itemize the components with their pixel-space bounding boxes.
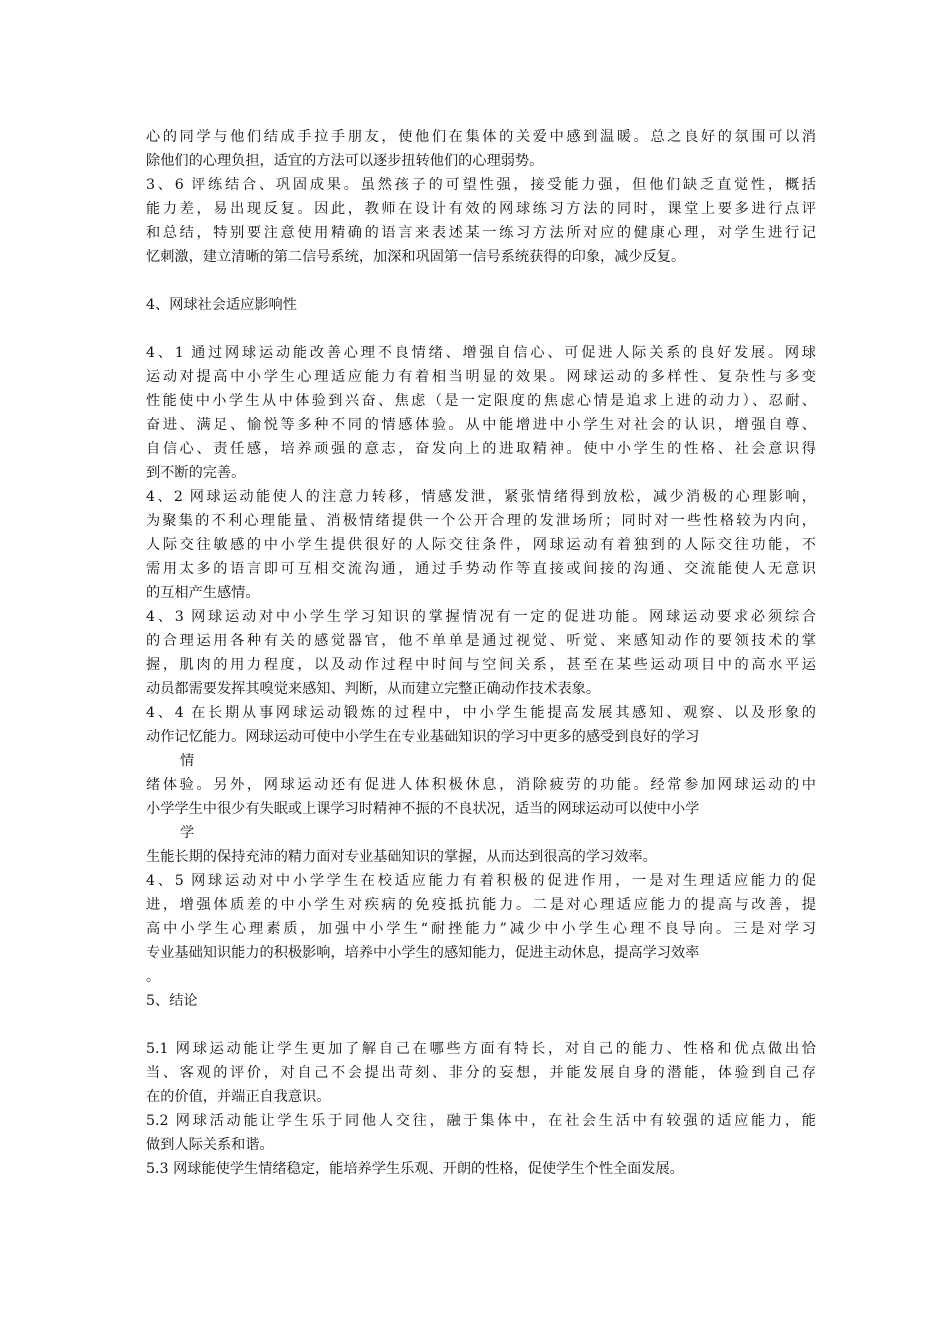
text-line: 5.2 网球活动能让学生乐于同他人交往，融于集体中，在社会生活中有较强的适应能力，能 <box>146 1113 816 1129</box>
text-line: 到不断的完善。 <box>146 465 246 481</box>
text-line: 4、3 网球运动对中小学生学习知识的掌握情况有一定的促进功能。网球运动要求必须综合 <box>146 609 816 625</box>
paragraph-item-5-3 <box>146 1157 816 1181</box>
blank-line <box>146 317 816 341</box>
blank-line <box>146 1013 816 1037</box>
text-line: 能力差，易出现反复。因此，教师在设计有效的网球练习方法的同时，课堂上要多进行点评 <box>146 201 816 217</box>
text-line: 为聚集的不利心理能量、消极情绪提供一个公开合理的发泄场所；同时对一些性格较为内向， <box>146 513 816 529</box>
section-heading: 4、网球社会适应影响性 <box>146 297 297 313</box>
paragraph-item-4-1 <box>146 341 816 485</box>
paragraph-item-5-1 <box>146 1037 816 1109</box>
text-line: 小学学生中很少有失眠或上课学习时精神不振的不良状况，适当的网球运动可以使中小学 <box>146 801 700 817</box>
text-line: 性能使中小学生从中体验到兴奋、焦虑（是一定限度的焦虑心情是追求上进的动力）、忍耐、 <box>146 393 816 409</box>
text-line: 忆刺激，建立清晰的第二信号系统，加深和巩固第一信号系统获得的印象，减少反复。 <box>146 249 686 265</box>
text-line: 4、5 网球运动对中小学学生在校适应能力有着积极的促进作用，一是对生理适应能力的促 <box>146 873 816 889</box>
text-line: 绪体验。另外，网球运动还有促进人体积极休息，消除疲劳的功能。经常参加网球运动的中 <box>146 777 816 793</box>
text-line: 3、6 评练结合、巩固成果。虽然孩子的可望性强，接受能力强，但他们缺乏直觉性，概括 <box>146 177 816 193</box>
text-line: 自信心、责任感，培养顽强的意志，奋发向上的进取精神。使中小学生的性格、社会意识得 <box>146 441 816 457</box>
text-line: 和总结，特别要注意使用精确的语言来表述某一练习方法所对应的健康心理，对学生进行记 <box>146 225 816 241</box>
text-line: 学 <box>180 825 195 841</box>
text-line: 奋进、满足、愉悦等多种不同的情感体验。从中能增进中小学生对社会的认识，增强自尊、 <box>146 417 816 433</box>
paragraph-item-5-2 <box>146 1109 816 1157</box>
text-line: 生能长期的保持充沛的精力面对专业基础知识的掌握，从而达到很高的学习效率。 <box>146 849 657 865</box>
text-line: 4、1 通过网球运动能改善心理不良情绪、增强自信心、可促进人际关系的良好发展。网球 <box>146 345 816 361</box>
text-line: 专业基础知识能力的积极影响，培养中小学生的感知能力，促进主动休息，提高学习效率 <box>146 945 700 961</box>
paragraph-item-4-4 <box>146 701 816 869</box>
text-line: 4、4 在长期从事网球运动锻炼的过程中，中小学生能提高发展其感知、观察、以及形象的 <box>146 705 816 721</box>
blank-line <box>146 269 816 293</box>
text-line: 情 <box>180 753 195 769</box>
text-line: 。 <box>146 969 161 985</box>
paragraph-section-3-tail <box>146 125 816 173</box>
document-page <box>146 125 816 1181</box>
text-line: 高中小学生心理素质，加强中小学生“耐挫能力”减少中小学生心理不良导向。三是对学习 <box>146 921 816 937</box>
text-line: 当、客观的评价，对自己不会提出苛刻、非分的妄想，并能发展自身的潜能，体验到自己存 <box>146 1065 816 1081</box>
text-line: 进，增强体质差的中小学生对疾病的免疫抵抗能力。二是对心理适应能力的提高与改善，提 <box>146 897 816 913</box>
text-line: 除他们的心理负担，适宜的方法可以逐步扭转他们的心理弱势。 <box>146 153 544 169</box>
text-line: 需用太多的语言即可互相交流沟通，通过手势动作等直接或间接的沟通、交流能使人无意识 <box>146 561 816 577</box>
text-line: 人际交往敏感的中小学生提供很好的人际交往条件，网球运动有着独到的人际交往功能，不 <box>146 537 816 553</box>
text-line: 动作记忆能力。网球运动可使中小学生在专业基础知识的学习中更多的感受到良好的学习 <box>146 729 700 745</box>
text-line: 5.3 网球能使学生情绪稳定，能培养学生乐观、开朗的性格，促使学生个性全面发展。 <box>146 1161 684 1177</box>
text-line: 4、2 网球运动能使人的注意力转移，情感发泄，紧张情绪得到放松，减少消极的心理影响， <box>146 489 816 505</box>
text-line: 动员都需要发挥其嗅觉来感知、判断，从而建立完整正确动作技术表象。 <box>146 681 601 697</box>
paragraph-item-4-3 <box>146 605 816 701</box>
text-line: 5.1 网球运动能让学生更加了解自己在哪些方面有特长，对自己的能力、性格和优点做出恰 <box>146 1041 816 1057</box>
text-line: 心的同学与他们结成手拉手朋友，使他们在集体的关爱中感到温暖。总之良好的氛围可以消 <box>146 129 816 145</box>
section-heading: 5、结论 <box>146 993 198 1009</box>
paragraph-item-4-5 <box>146 869 816 989</box>
text-line: 的互相产生感情。 <box>146 585 260 601</box>
text-line: 在的价值，并端正自我意识。 <box>146 1089 331 1105</box>
text-line: 做到人际关系和谐。 <box>146 1137 274 1153</box>
text-line: 握，肌肉的用力程度，以及动作过程中时间与空间关系，甚至在某些运动项目中的高水平运 <box>146 657 816 673</box>
paragraph-item-4-2 <box>146 485 816 605</box>
text-line: 的合理运用各种有关的感觉器官，他不单单是通过视觉、听觉、来感知动作的要领技术的掌 <box>146 633 816 649</box>
paragraph-item-3-6 <box>146 173 816 269</box>
text-line: 运动对提高中小学生心理适应能力有着相当明显的效果。网球运动的多样性、复杂性与多变 <box>146 369 816 385</box>
